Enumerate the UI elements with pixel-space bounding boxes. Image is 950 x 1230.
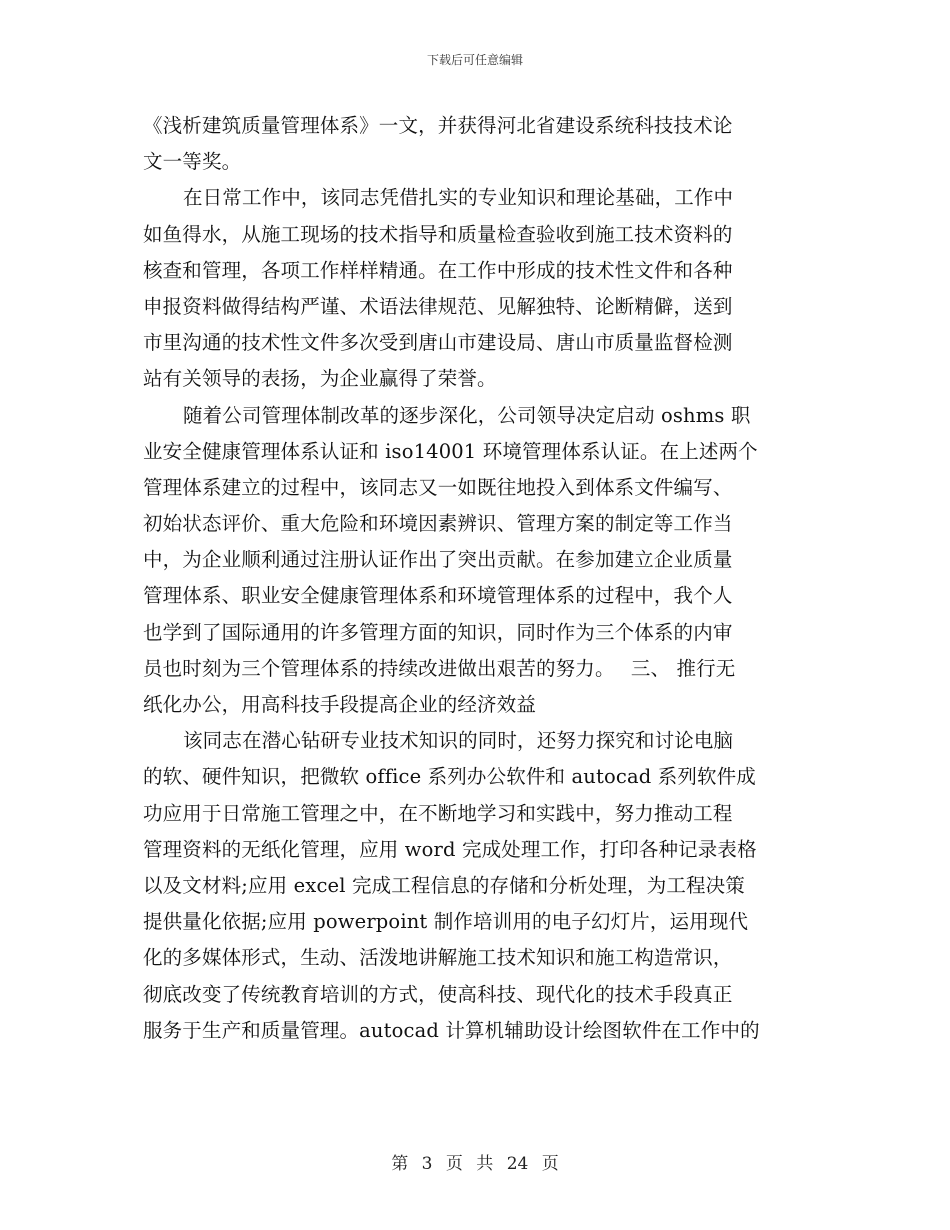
text-line: 申报资料做得结构严谨、术语法律规范、见解独特、论断精僻，送到 — [143, 294, 733, 318]
paragraph-first-line: 该同志在潜心钻研专业技术知识的同时，还努力探究和讨论电脑 — [183, 729, 734, 753]
text-line: 《浅析建筑质量管理体系》一文，并获得河北省建设系统科技技术论 — [143, 114, 733, 137]
document-body — [143, 108, 807, 1049]
page-header: 下载后可任意编辑 — [426, 53, 523, 67]
text-line: 功应用于日常施工管理之中，在不断地学习和实践中，努力推动工程 — [143, 801, 733, 825]
footer-page-label: 第 — [391, 1154, 409, 1174]
footer-total-pages: 24 — [506, 1154, 529, 1174]
page-footer — [0, 1152, 950, 1176]
text-line: 彻底改变了传统教育培训的方式，使高科技、现代化的技术手段真正 — [143, 982, 733, 1006]
text-line: 管理资料的无纸化管理，应用 word 完成处理工作，打印各种记录表格 — [143, 837, 757, 861]
text-line: 初始状态评价、重大危险和环境因素辨识、管理方案的制定等工作当 — [143, 512, 733, 536]
text-line: 业安全健康管理体系认证和 iso14001 环境管理体系认证。在上述两个 — [143, 439, 758, 463]
footer-total-unit: 页 — [541, 1154, 559, 1174]
text-line: 管理体系建立的过程中，该同志又一如既往地投入到体系文件编写、 — [143, 475, 733, 499]
text-line: 如鱼得水，从施工现场的技术指导和质量检查验收到施工技术资料的 — [143, 222, 733, 246]
footer-current-page: 3 — [421, 1154, 433, 1174]
text-line: 员也时刻为三个管理体系的持续改进做出艰苦的努力。 三、 推行无 — [143, 656, 736, 680]
text-line: 文一等奖。 — [143, 150, 242, 174]
text-line: 站有关领导的表扬，为企业赢得了荣誉。 — [143, 367, 497, 391]
text-line: 也学到了国际通用的许多管理方面的知识，同时作为三个体系的内审 — [143, 620, 733, 644]
text-line: 管理体系、职业安全健康管理体系和环境管理体系的过程中，我个人 — [143, 584, 733, 608]
text-line: 核查和管理，各项工作样样精通。在工作中形成的技术性文件和各种 — [143, 258, 733, 282]
paragraph-first-line: 在日常工作中，该同志凭借扎实的专业知识和理论基础，工作中 — [183, 186, 734, 210]
footer-page-unit: 页 — [445, 1154, 463, 1174]
footer-total-label: 共 — [476, 1154, 494, 1174]
paragraph-first-line: 随着公司管理体制改革的逐步深化，公司领导决定启动 oshms 职 — [183, 403, 751, 427]
text-line: 化的多媒体形式，生动、活泼地讲解施工技术知识和施工构造常识， — [143, 946, 733, 970]
text-line: 服务于生产和质量管理。autocad 计算机辅助设计绘图软件在工作中的 — [143, 1018, 760, 1042]
text-line: 的软、硬件知识，把微软 office 系列办公软件和 autocad 系列软件成 — [143, 765, 756, 789]
text-line: 提供量化依据;应用 powerpoint 制作培训用的电子幻灯片，运用现代 — [143, 910, 749, 934]
text-line: 以及文材料;应用 excel 完成工程信息的存储和分析处理，为工程决策 — [143, 873, 745, 897]
text-line: 纸化办公，用高科技手段提高企业的经济效益 — [143, 693, 537, 716]
text-line: 市里沟通的技术性文件多次受到唐山市建设局、唐山市质量监督检测 — [143, 331, 733, 355]
text-line: 中，为企业顺利通过注册认证作出了突出贡献。在参加建立企业质量 — [143, 548, 733, 572]
